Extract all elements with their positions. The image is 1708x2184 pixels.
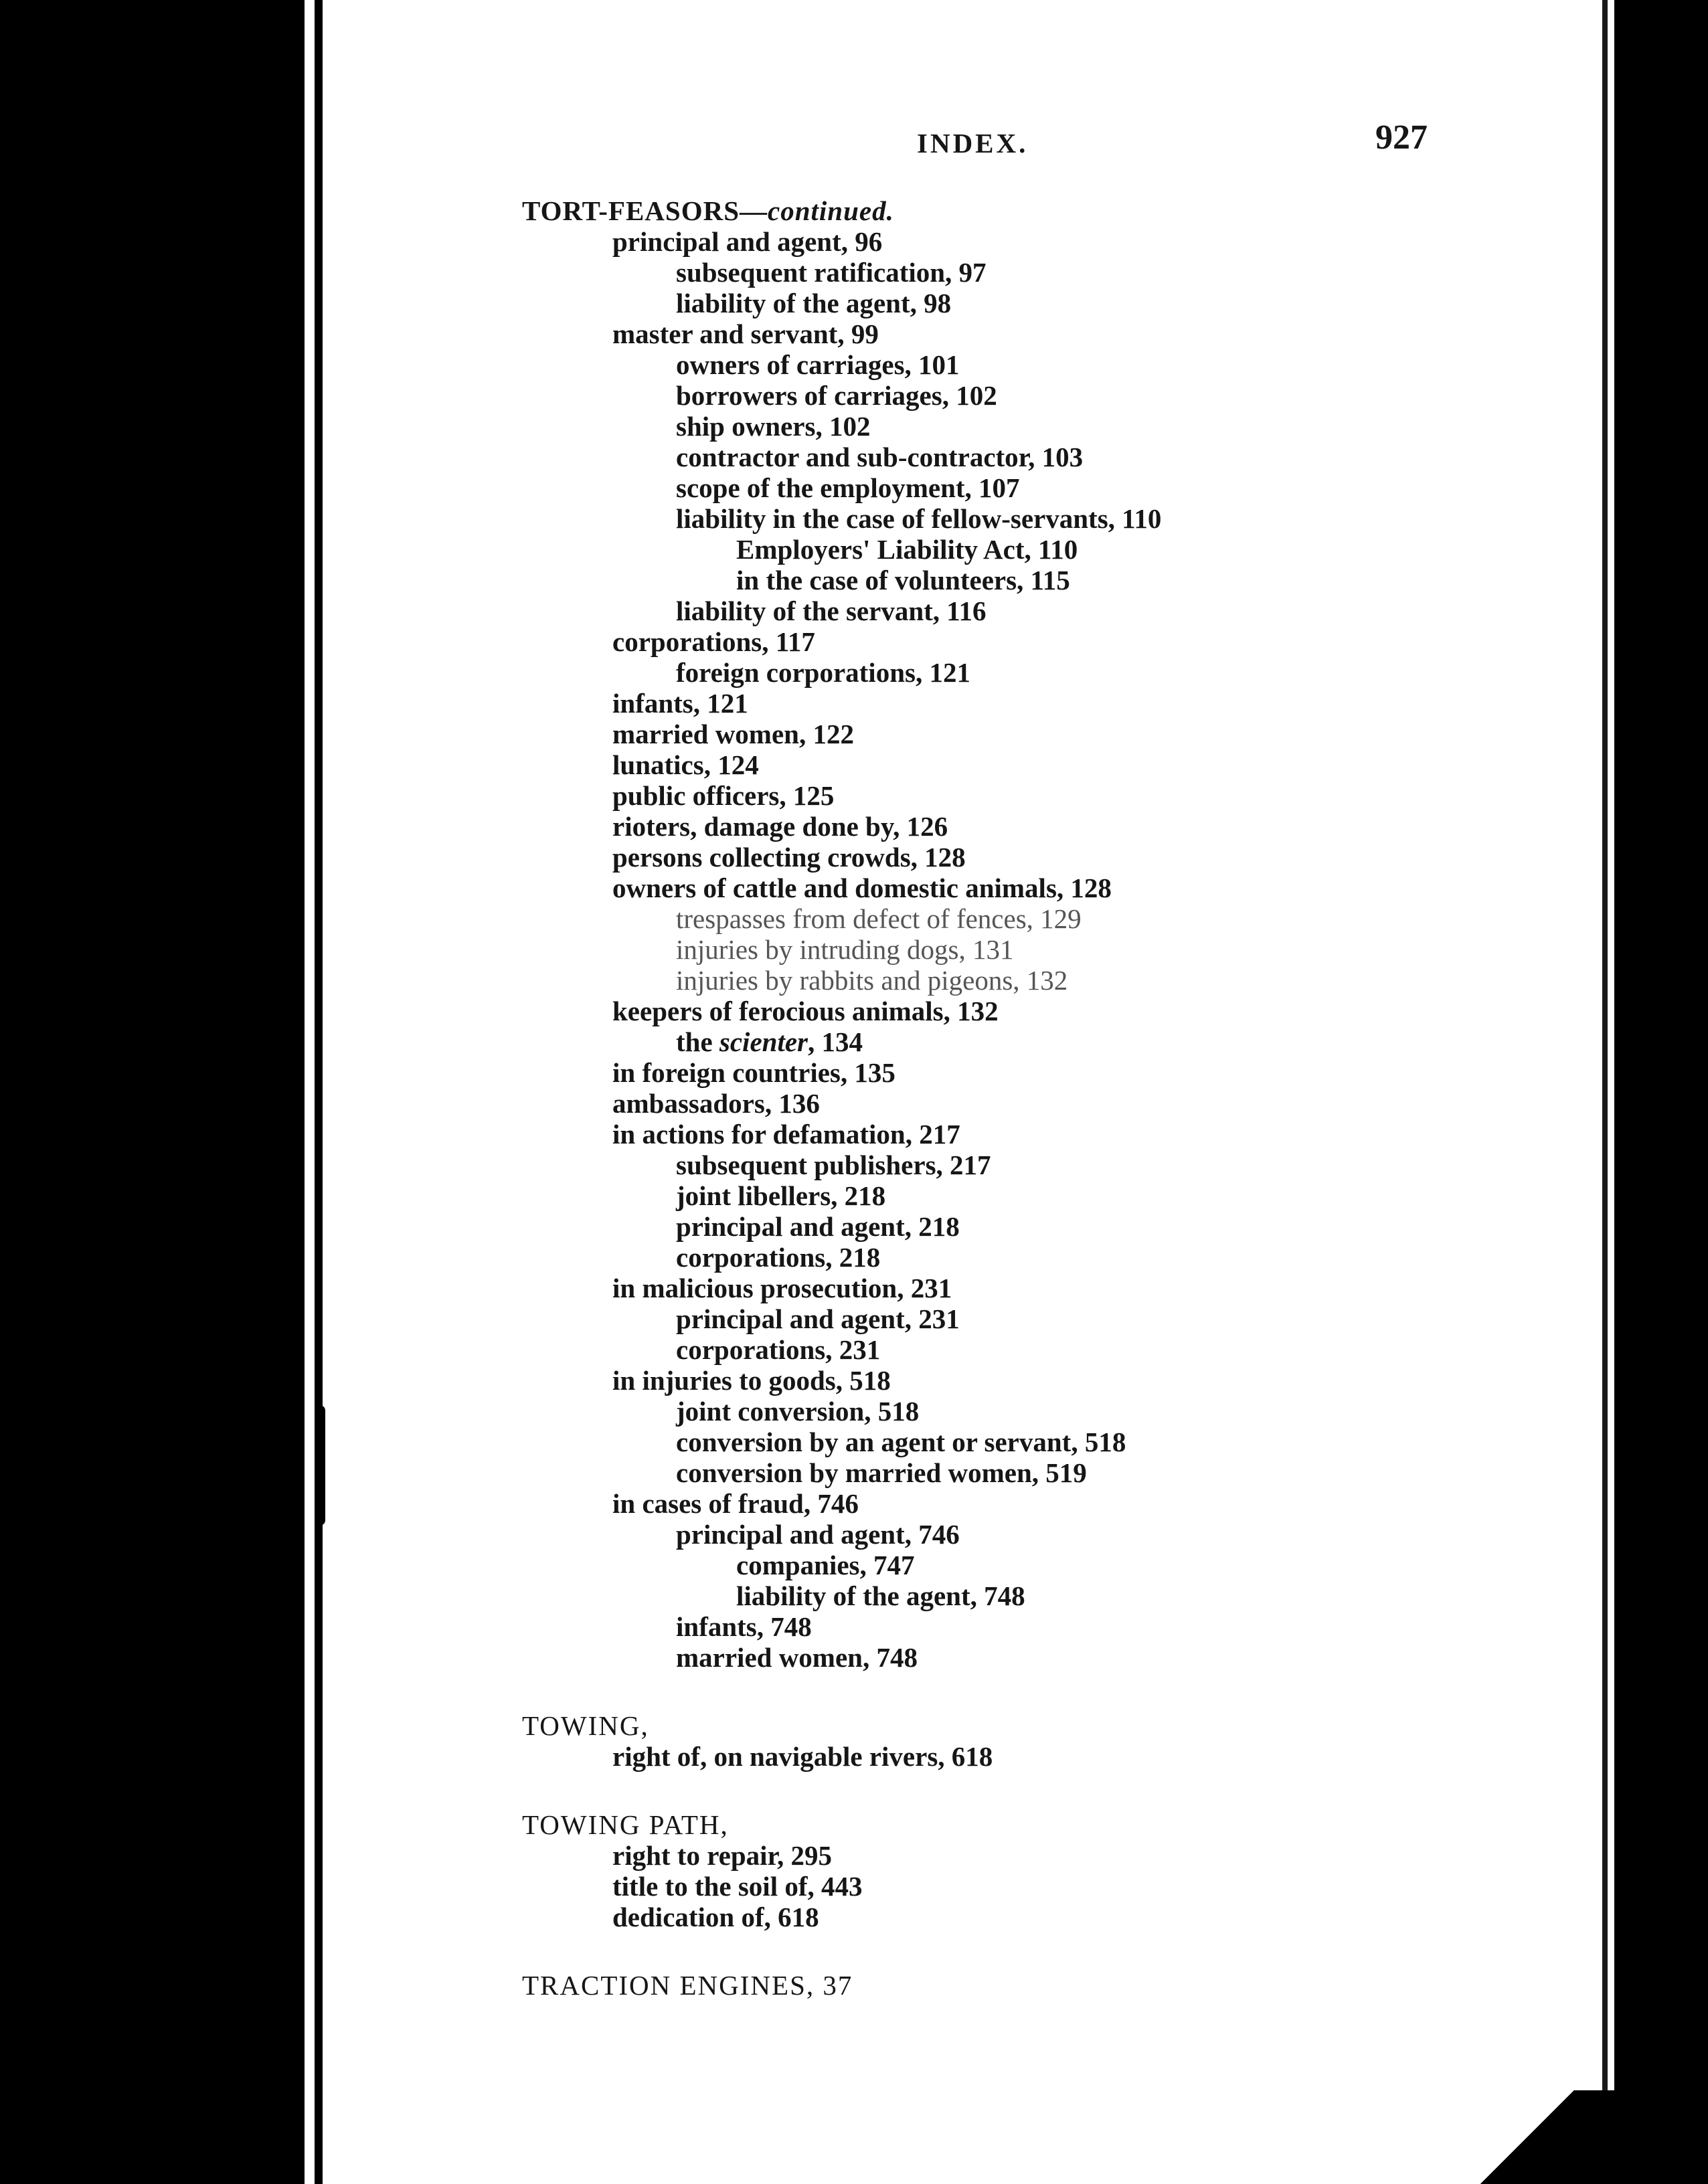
- entry-text: subsequent ratification, 97: [676, 257, 987, 288]
- entry-text: keepers of ferocious animals, 132: [612, 996, 999, 1026]
- entry-text: corporations, 117: [612, 626, 815, 657]
- index-subentry: [612, 1365, 891, 1396]
- entry-text: principal and agent, 218: [676, 1211, 960, 1242]
- scan-corner-shadow: [1440, 2090, 1614, 2184]
- index-subentry: [612, 626, 815, 657]
- entry-text: rioters, damage done by, 126: [612, 811, 948, 842]
- index-subentry: [612, 996, 999, 1026]
- entry-text: lunatics, 124: [612, 749, 759, 780]
- index-subentry: [676, 411, 870, 442]
- entry-text: joint libellers, 218: [676, 1180, 886, 1211]
- entry-text: principal and agent, 746: [676, 1519, 960, 1550]
- scan-right-border: [1614, 0, 1708, 2184]
- index-subentry: [676, 380, 997, 411]
- index-subentry: [612, 1057, 895, 1088]
- index-subentry: [676, 1211, 960, 1242]
- index-subentry: [676, 1026, 863, 1057]
- entry-text: Employers' Liability Act, 110: [736, 534, 1078, 565]
- index-subentry: [612, 1871, 862, 1902]
- index-subentry: [676, 257, 987, 288]
- entry-text: TRACTION ENGINES, 37: [522, 1970, 853, 2001]
- index-subentry: [676, 1519, 960, 1550]
- entry-text: liability of the agent, 748: [736, 1580, 1025, 1611]
- entry-text: liability in the case of fellow-servants, 110: [676, 503, 1162, 534]
- index-subentry: [676, 1180, 885, 1211]
- index-subentry: [736, 534, 1078, 565]
- index-heading: [522, 1710, 649, 1741]
- page-gutter-line: [315, 0, 323, 2184]
- entry-italic-term: scienter: [719, 1026, 808, 1057]
- index-subentry: [612, 1088, 820, 1119]
- index-subentry: [612, 873, 1112, 903]
- entry-text: married women, 122: [612, 719, 854, 749]
- index-subentry: [676, 349, 960, 380]
- index-subentry: [736, 1580, 1025, 1611]
- entry-text: contractor and sub-contractor, 103: [676, 442, 1084, 472]
- entry-text: dedication of, 618: [612, 1902, 819, 1932]
- page-header: [0, 120, 1708, 167]
- index-heading: [522, 1970, 853, 2001]
- index-subentry: [612, 226, 882, 257]
- entry-text: owners of cattle and domestic animals, 128: [612, 873, 1112, 903]
- entry-text: right of, on navigable rivers, 618: [612, 1741, 993, 1772]
- entry-prefix: the: [676, 1026, 719, 1057]
- page-number: 927: [1375, 118, 1428, 157]
- index-subentry: [736, 1550, 915, 1580]
- entry-text: ship owners, 102: [676, 411, 871, 442]
- index-subentry: [676, 596, 987, 626]
- entry-continued-note: continued.: [768, 195, 894, 226]
- entry-text: conversion by an agent or servant, 518: [676, 1427, 1126, 1457]
- entry-text: injuries by rabbits and pigeons, 132: [676, 965, 1068, 996]
- entry-text: scope of the employment, 107: [676, 472, 1020, 503]
- entry-text: liability of the servant, 116: [676, 596, 987, 626]
- index-subentry: [676, 1642, 918, 1673]
- index-subentry: [676, 288, 951, 318]
- page-edge-line: [1602, 0, 1608, 2184]
- entry-text: , 134: [808, 1026, 863, 1057]
- entry-text: injuries by intruding dogs, 131: [676, 934, 1014, 965]
- entry-text: ambassadors, 136: [612, 1088, 820, 1119]
- entry-text: liability of the agent, 98: [676, 288, 952, 318]
- entry-text: TOWING PATH,: [522, 1809, 729, 1840]
- index-subentry: [612, 842, 966, 873]
- index-subentry: [676, 1303, 960, 1334]
- entry-text: in actions for defamation, 217: [612, 1119, 960, 1150]
- index-subentry: [676, 1457, 1087, 1488]
- entry-text: in the case of volunteers, 115: [736, 565, 1070, 596]
- entry-text: joint conversion, 518: [676, 1396, 920, 1427]
- scan-left-border: [0, 0, 305, 2184]
- entry-text: right to repair, 295: [612, 1840, 832, 1871]
- index-subentry: [676, 1242, 880, 1273]
- entry-text: public officers, 125: [612, 780, 835, 811]
- index-subentry: [612, 318, 879, 349]
- entry-text: infants, 121: [612, 688, 748, 719]
- entry-text: foreign corporations, 121: [676, 657, 970, 688]
- index-subentry: [612, 1741, 993, 1772]
- index-subentry: [612, 1488, 859, 1519]
- index-subentry: [612, 1840, 832, 1871]
- running-head: INDEX.: [917, 128, 1029, 159]
- entry-text: TOWING,: [522, 1710, 649, 1741]
- entry-text: in foreign countries, 135: [612, 1057, 895, 1088]
- index-subentry: [612, 1273, 952, 1303]
- index-subentry: [676, 1334, 880, 1365]
- entry-text: conversion by married women, 519: [676, 1457, 1087, 1488]
- scan-artifact-mark: [315, 1405, 325, 1526]
- entry-text: persons collecting crowds, 128: [612, 842, 966, 873]
- index-subentry: [676, 1150, 991, 1180]
- entry-text: subsequent publishers, 217: [676, 1150, 991, 1180]
- index-subentry: [676, 472, 1020, 503]
- index-subentry: [612, 1902, 819, 1932]
- index-subentry: [612, 780, 834, 811]
- index-heading: [522, 1809, 729, 1840]
- index-subentry: [676, 1427, 1126, 1457]
- entry-text: trespasses from defect of fences, 129: [676, 903, 1082, 934]
- entry-text: TORT-FEASORS—: [522, 195, 768, 226]
- entry-text: master and servant, 99: [612, 318, 879, 349]
- index-subentry: [676, 903, 1082, 934]
- entry-text: in cases of fraud, 746: [612, 1488, 859, 1519]
- index-subentry: [612, 688, 748, 719]
- entry-text: corporations, 231: [676, 1334, 881, 1365]
- entry-text: married women, 748: [676, 1642, 918, 1673]
- index-subentry: [676, 442, 1083, 472]
- entry-text: in malicious prosecution, 231: [612, 1273, 952, 1303]
- entry-text: owners of carriages, 101: [676, 349, 960, 380]
- index-subentry: [612, 811, 948, 842]
- entry-text: infants, 748: [676, 1611, 812, 1642]
- index-subentry: [676, 1611, 812, 1642]
- index-subentry: [676, 965, 1068, 996]
- index-subentry: [676, 1396, 919, 1427]
- entry-text: in injuries to goods, 518: [612, 1365, 891, 1396]
- entry-text: borrowers of carriages, 102: [676, 380, 997, 411]
- index-subentry: [612, 749, 759, 780]
- index-heading: [522, 195, 894, 226]
- index-subentry: [676, 657, 970, 688]
- entry-text: corporations, 218: [676, 1242, 881, 1273]
- index-subentry: [676, 934, 1014, 965]
- entry-text: companies, 747: [736, 1550, 915, 1580]
- entry-text: title to the soil of, 443: [612, 1871, 863, 1902]
- index-subentry: [676, 503, 1161, 534]
- index-subentry: [612, 1119, 960, 1150]
- index-subentry: [612, 719, 854, 749]
- entry-text: principal and agent, 96: [612, 226, 883, 257]
- entry-text: principal and agent, 231: [676, 1303, 960, 1334]
- index-subentry: [736, 565, 1070, 596]
